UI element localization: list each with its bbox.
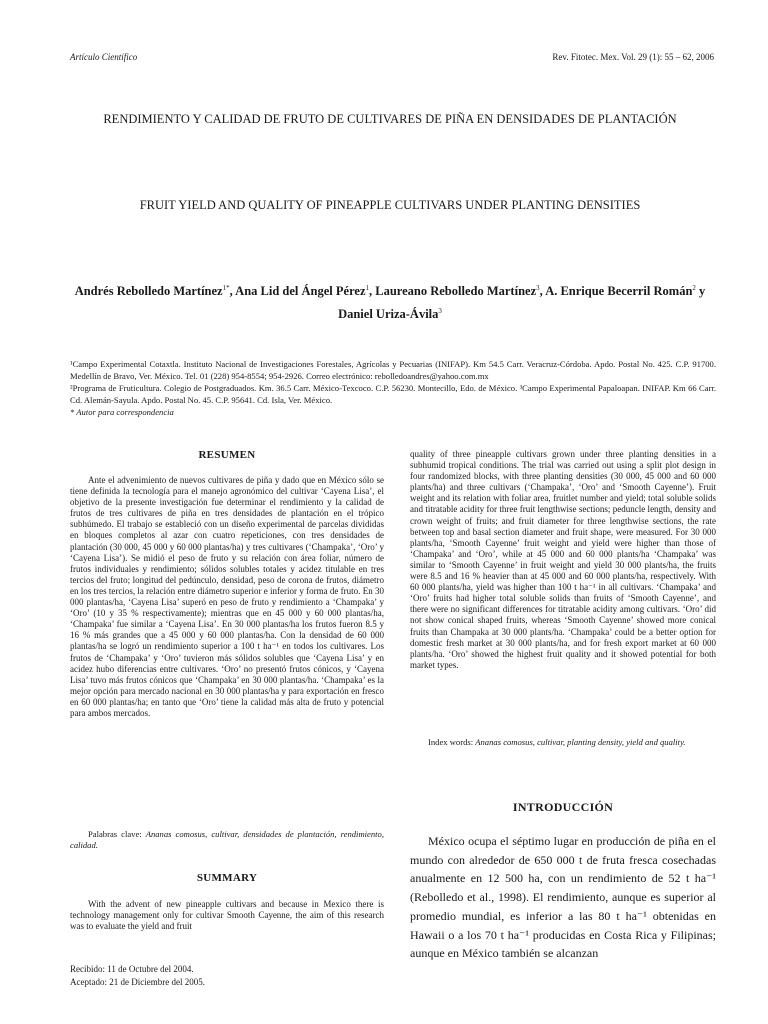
author-name: Andrés Rebolledo Martínez [74, 284, 223, 299]
author-list: Andrés Rebolledo Martínez$^{1*}$, Ana Lid del Ángel Pérez$^1$, Laureano Rebolledo Martínez$^3$, A. Enrique Becerril Román$^2$ y Daniel Uriza-Ávila$^3$ [74, 284, 706, 322]
author-affil-mark: 1 [365, 284, 369, 292]
affiliations [70, 358, 716, 418]
keywords-terms: Ananas comosus, cultivar, densidades de plantación, rendimiento, calidad. [70, 829, 384, 850]
palabras-clave [70, 829, 384, 851]
introduccion-body [410, 832, 716, 963]
corresponding-author-note: * Autor para correspondencia [70, 407, 174, 417]
accepted-date: Aceptado: 21 de Diciembre del 2005. [70, 977, 205, 987]
resumen-body [70, 475, 384, 719]
author-affil-mark: 1* [222, 284, 230, 292]
resumen-paragraph: Ante el advenimiento de nuevos cultivares de piña y dado que en México sólo se tiene definida la tecnología para el manejo agronómico del cultivar ‘Cayena Lisa’, el objetivo de la presente investigación fue determinar el rendimiento y la calidad de frutos de tres cultivares de piña en tres densidades de plantación en el trópico subhúmedo. El trabajo se estableció con un diseño experimental de parcelas divididas en bloques completos al azar con cuatro repeticiones, con tres densidades de plantación (30 000, 45 000 y 60 000 plantas/ha) y tres cultivares (‘Champaka’, ‘Oro’ y ‘Cayena Lisa’). Se midió el peso de fruto y su relación con área foliar, número de frutos individuales y rendimiento; sólidos solubles totales y acidez titulable en tres tercios del fruto; longitud del pedúnculo, densidad, peso de corona de frutos, diámetro en los tres tercios, la relación entre diámetro superior e inferior y forma de fruto. En 30 000 plantas/ha, ‘Cayena Lisa’ superó en peso de fruto y rendimiento a ‘Champaka’ y ‘Oro’ (10 y 35 % respectivamente); mientras que en 45 000 y 60 000 plantas/ha, ‘Champaka’ fue similar a ‘Cayena Lisa’. En 30 000 plantas/ha los frutos fueron 8.5 y 16 % más grandes que a 45 000 y 60 000 plantas/ha. Con la densidad de 60 000 plantas/ha se logró un rendimiento superior a 100 t ha⁻¹ en todos los cultivares. Los frutos de ‘Champaka’ y ‘Oro’ tuvieron más sólidos solubles que ‘Cayena Lisa’ y en acidez hubo diferencias entre cultivares. ‘Oro’ no presentó frutos cónicos, y ‘Cayena Lisa’ tuvo más frutos cónicos que ‘Champaka’ en 30 000 plantas/ha. ‘Champaka’ es la mejor opción para mercado nacional en 30 000 plantas/ha y para exportación en fresco en 60 000 plantas/ha; en tanto que ‘Oro’ tiene la calidad más alta de fruto y potencial para ambos mercados. [70, 475, 384, 718]
author-name: Laureano Rebolledo Martínez [375, 284, 537, 299]
index-words [410, 737, 716, 748]
introduccion-heading: INTRODUCCIÓN [512, 800, 614, 814]
summary-paragraph-continued: quality of three pineapple cultivars grown under three planting densities in a subhumid tropical conditions. The trial was carried out using a split plot design in four randomized blocks, with three planting densities (30 000, 45 000 and 60 000 plants/ha) and three cultivars (‘Champaka’, ‘Oro’ and ‘Smooth Cayenne’). Fruit weight and its relation with foliar area, fruitlet number and yield; total soluble solids and titratable acidity for three fruit lengthwise sections; peduncle length, density and crown weight of fruits; and fruit diameter for three lengthwise sections, the rate between top and basal section diameter and fruit shape, were measured. For 30 000 plants/ha, ‘Smooth Cayenne’ fruit weight and yield were higher than those of ‘Champaka’ and ‘Oro’, while at 45 000 and 60 000 plants/ha ‘Champaka’ was similar to ‘Smooth Cayenne’ in fruit weight and yield 30 000 plants/ha, the fruits were 8.5 and 16 % heavier than at 45 000 and 60 000 plants/ha, respectively. With 60 000 plants/ha, yield was higher than 100 t ha⁻¹ in all cultivars. ‘Champaka’ and ‘Oro’ fruits had higher total soluble solids than fruits of ‘Smooth Cayenne’, and there were no significant differences for titratable acidity among cultivars. ‘Oro’ did not show conical shaped fruits, whereas ‘Smooth Cayenne’ showed more conical fruits than Champaka at 30 000 plants/ha. ‘Champaka’ could be a better option for domestic fresh market at 30 000 plants/ha, and for fresh export market at 60 000 plants/ha. ‘Oro’ showed the highest fruit quality and it showed potential for both market types. [410, 449, 716, 670]
affiliation-1: ¹Campo Experimental Cotaxtla. Instituto Nacional de Investigaciones Forestales, Agrícolas y Pecuarias (INIFAP). Km 54.5 Carr. Veracruz-Córdoba. Apdo. Postal No. 425. C.P. 91700. Medellín de Bravo, Ver. México. Tel. 01 (228) 954-8554; 954-2926. Correo electrónico: rebolledoandres@yahoo.com.mx [70, 359, 716, 381]
author-name: Daniel Uriza-Ávila [338, 307, 439, 322]
author-affil-mark: 2 [692, 284, 696, 292]
author-name: A. Enrique Becerril Román [545, 284, 693, 299]
author-affil-mark: 3 [438, 307, 442, 316]
author-name: Ana Lid del Ángel Pérez [235, 284, 366, 299]
summary-heading: SUMMARY [196, 872, 258, 884]
journal-section-label: Artículo Científico [70, 52, 138, 62]
title-spanish: RENDIMIENTO Y CALIDAD DE FRUTO DE CULTIVARES DE PIÑA EN DENSIDADES DE PLANTACIÓN [103, 112, 677, 126]
index-words-terms: Ananas comosus, cultivar, planting density, yield and quality. [475, 737, 686, 747]
summary-body-start [70, 899, 384, 932]
journal-citation: Rev. Fitotec. Mex. Vol. 29 (1): 55 – 62, 2006 [552, 52, 714, 62]
summary-paragraph-start: With the advent of new pineapple cultivars and because in Mexico there is technology management only for cultivar Smooth Cayenne, the aim of this research was to evaluate the yield and fruit [70, 899, 384, 932]
index-words-label: Index words: [428, 737, 474, 747]
author-affil-mark: 3 [536, 284, 540, 292]
keywords-label: Palabras clave: [88, 829, 142, 839]
affiliation-2-3: ²Programa de Fruticultura. Colegio de Postgraduados. Km. 36.5 Carr. México-Texcoco. C.P. 56230. Montecillo, Edo. de México. ³Campo Experimental Papaloapan. INIFAP. Km 66 Carr. Cd. Alemán-Sayula. Apdo. Postal No. 45. C.P. 95641. Cd. Isla, Ver. México. [70, 383, 716, 405]
summary-body-continued [410, 449, 716, 671]
received-dates [70, 963, 205, 989]
introduccion-paragraph: México ocupa el séptimo lugar en producción de piña en el mundo con alrededor de 650 000 t de fruta fresca cosechadas anualmente en 12 500 ha, con un rendimiento de 52 t ha⁻¹ (Rebolledo et al., 1998). El rendimiento, aunque es superior al promedio mundial, es inferior a las 80 t ha⁻¹ obtenidas en Hawaii o a los 70 t ha⁻¹ producidas en Costa Rica y Filipinas; aunque en México también se alcanzan [410, 834, 716, 961]
received-date: Recibido: 11 de Octubre del 2004. [70, 964, 194, 974]
title-english: FRUIT YIELD AND QUALITY OF PINEAPPLE CULTIVARS UNDER PLANTING DENSITIES [139, 198, 641, 212]
resumen-heading: RESUMEN [198, 449, 256, 461]
